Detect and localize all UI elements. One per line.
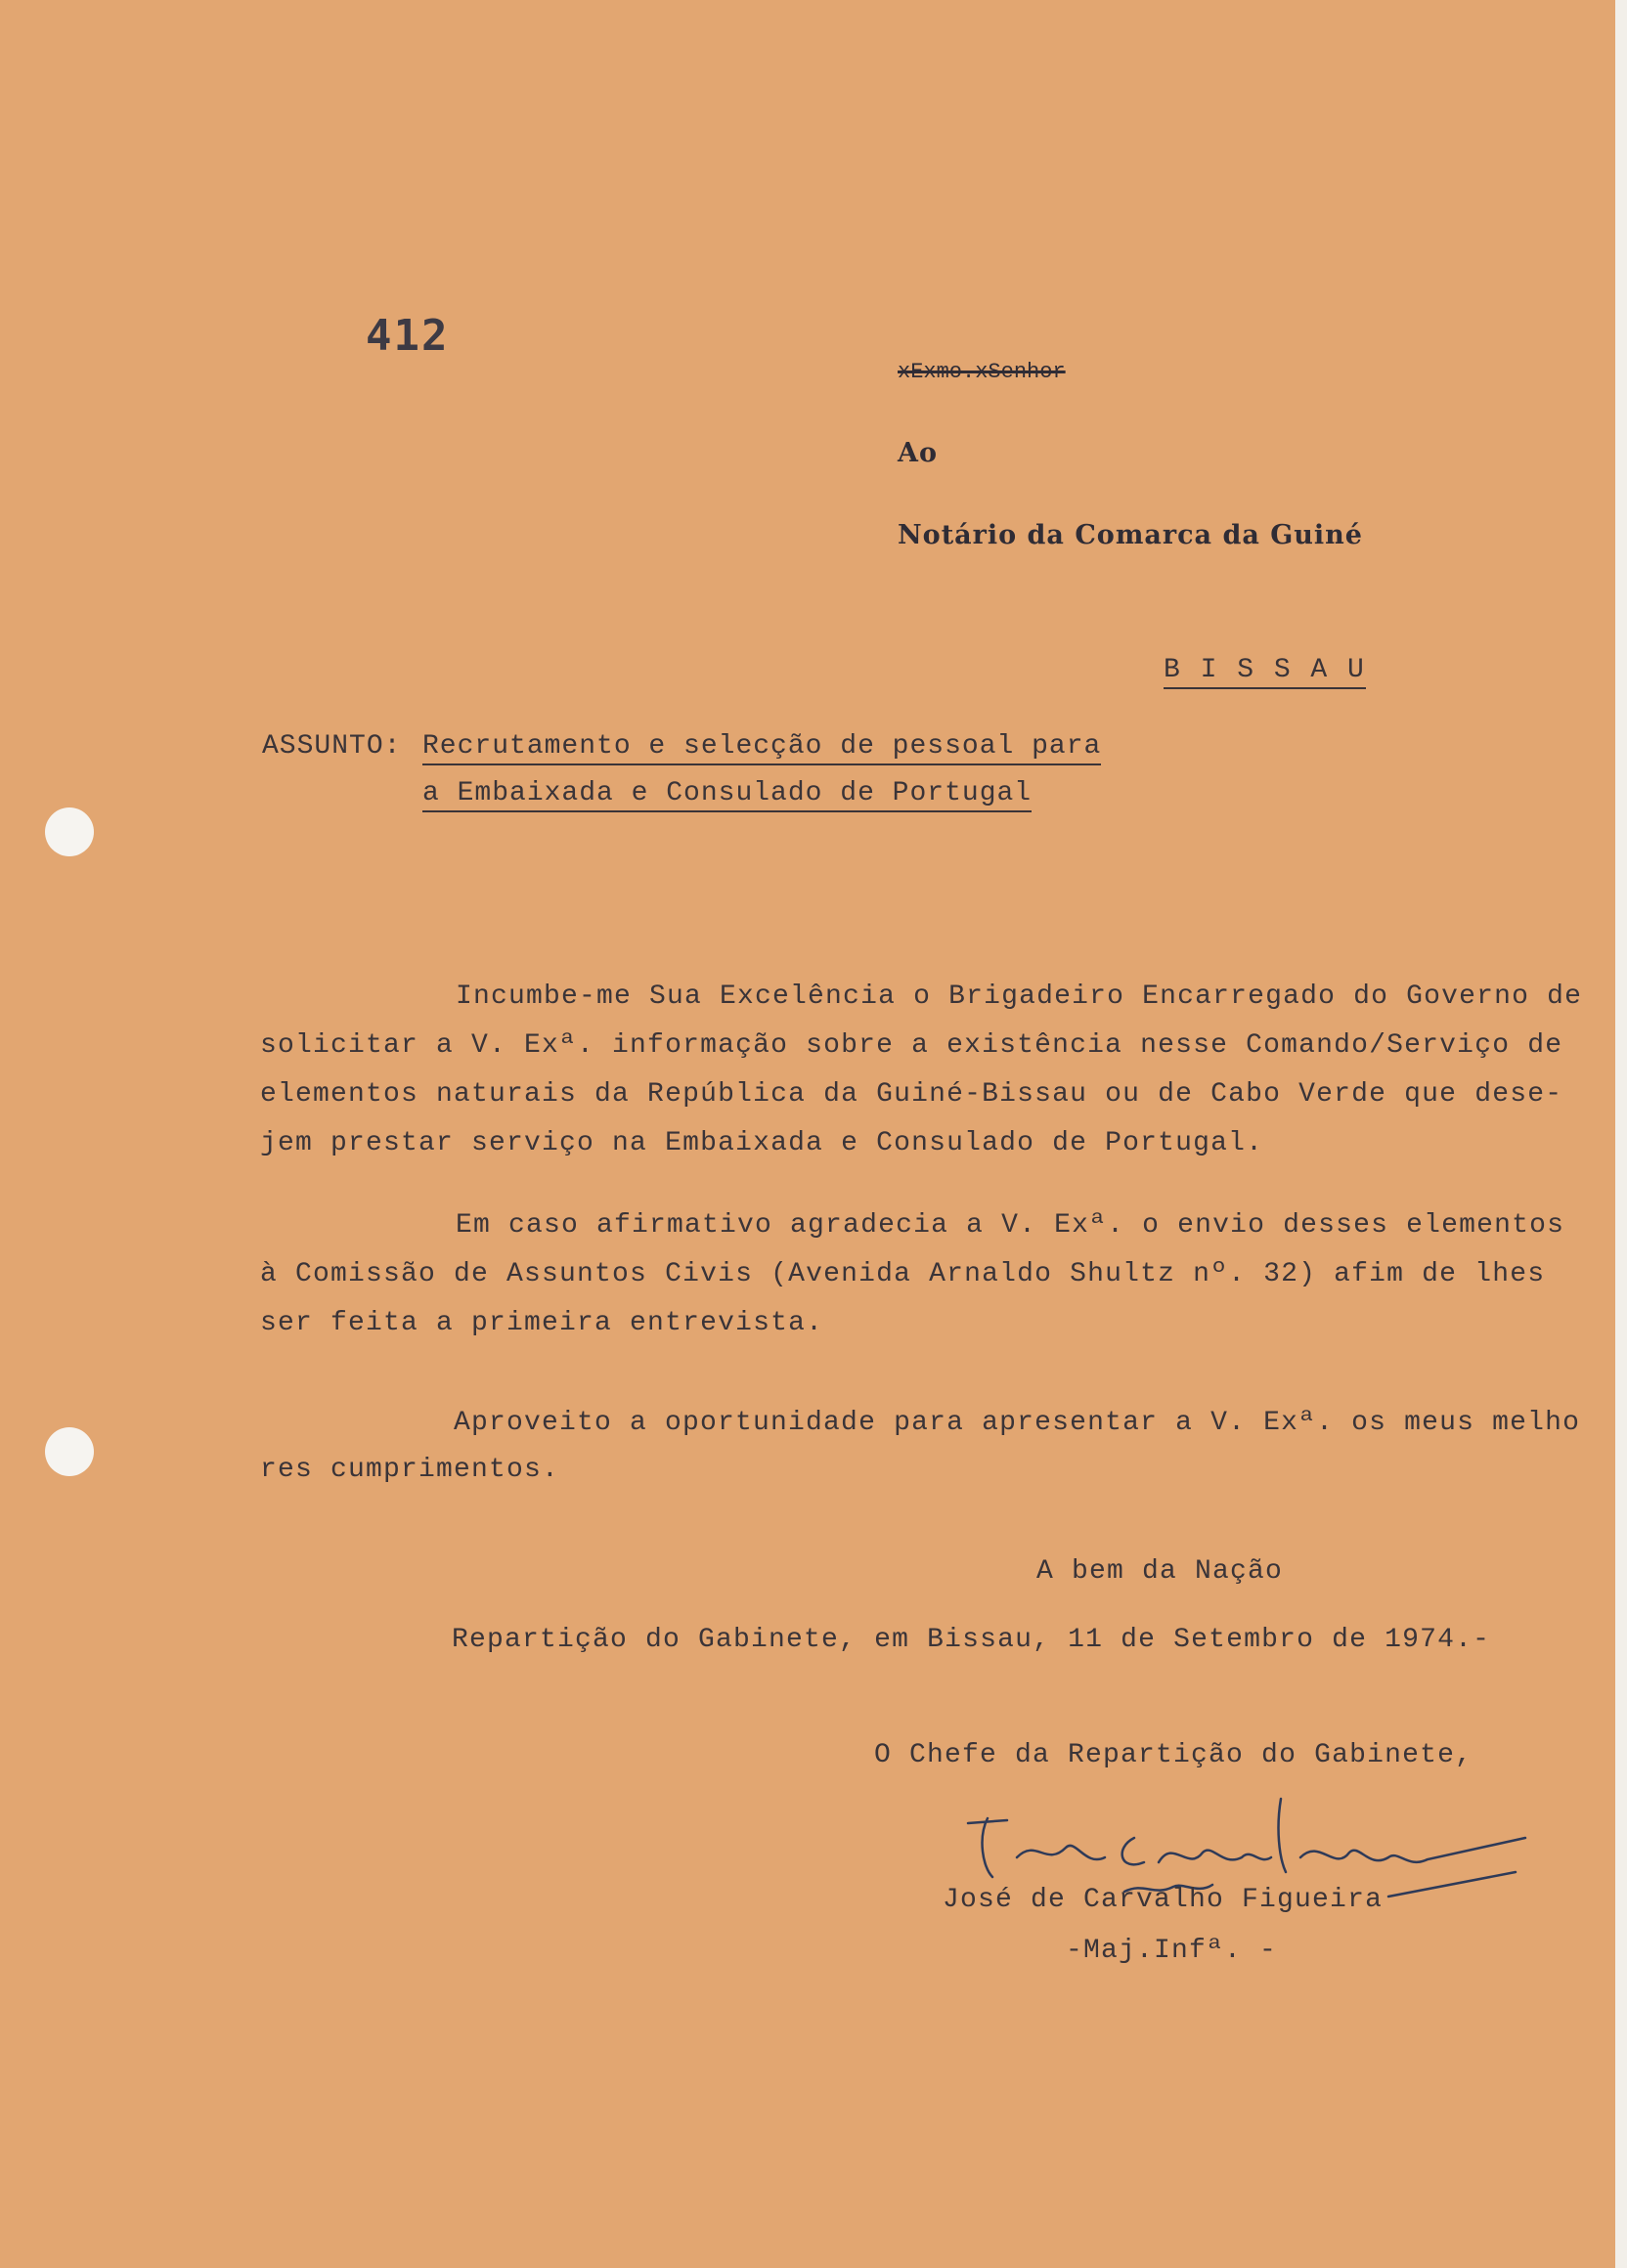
paragraph-2-line-2: à Comissão de Assuntos Civis (Avenida Arnaldo Shultz nº. 32) afim de lhes <box>260 1259 1546 1289</box>
struck-salutation: xExmo.xSenhor <box>898 360 1066 384</box>
subject-line-2: a Embaixada e Consulado de Portugal <box>422 778 1032 808</box>
signer-rank: -Maj.Infª. - <box>1066 1936 1278 1966</box>
paragraph-1-line-4: jem prestar serviço na Embaixada e Consulado de Portugal. <box>260 1128 1264 1158</box>
punch-hole-bottom <box>45 1427 94 1476</box>
city: B I S S A U <box>1164 655 1366 685</box>
paragraph-3-line-2: res cumprimentos. <box>260 1455 560 1485</box>
paragraph-2-line-3: ser feita a primeira entrevista. <box>260 1308 824 1338</box>
place-date: Repartição do Gabinete, em Bissau, 11 de Setembro de 1974.- <box>452 1625 1491 1655</box>
recipient: Notário da Comarca da Guiné <box>898 520 1363 550</box>
subject-line-1: Recrutamento e selecção de pessoal para <box>422 731 1101 762</box>
to-label: Ao <box>898 438 938 468</box>
document-number: 412 <box>366 311 450 361</box>
punch-hole-top <box>45 807 94 856</box>
paragraph-1-line-3: elementos naturais da República da Guiné-Bissau ou de Cabo Verde que dese- <box>260 1079 1563 1110</box>
paragraph-2-line-1: Em caso afirmativo agradecia a V. Exª. o envio desses elementos <box>456 1210 1565 1241</box>
signer-title: O Chefe da Repartição do Gabinete, <box>874 1740 1473 1770</box>
paragraph-1-line-1: Incumbe-me Sua Excelência o Brigadeiro Encarregado do Governo de <box>456 981 1583 1012</box>
closing: A bem da Nação <box>1036 1556 1284 1587</box>
paragraph-3-line-1: Aproveito a oportunidade para apresentar a V. Exª. os meus melho <box>454 1408 1581 1438</box>
signer-name: José de Carvalho Figueira <box>943 1885 1384 1915</box>
paragraph-1-line-2: solicitar a V. Exª. informação sobre a existência nesse Comando/Serviço de <box>260 1030 1563 1061</box>
subject-label: ASSUNTO: <box>262 731 402 762</box>
paper-edge <box>1615 0 1627 2268</box>
